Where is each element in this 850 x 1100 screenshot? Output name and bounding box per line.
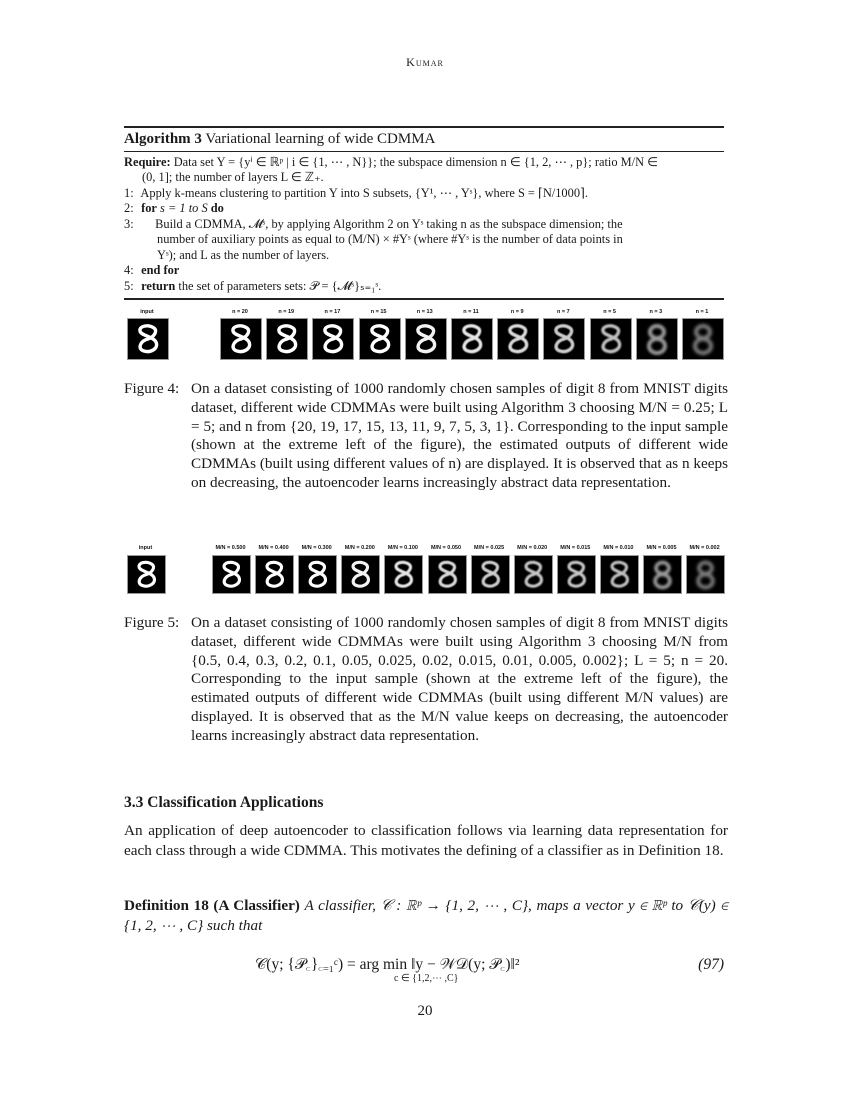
- tile-label: n = 1: [695, 309, 709, 315]
- tile-label: M/N = 0.100: [387, 545, 418, 551]
- digit-eight-icon: [558, 556, 595, 593]
- digit-eight-icon: [683, 319, 723, 359]
- digit-eight-icon: [128, 556, 165, 593]
- reconstructed-digit-image: [590, 318, 632, 360]
- reconstructed-digit-image: [312, 318, 354, 360]
- step-text: number of auxiliary points as equal to (M/N) × #Yˢ (where #Yˢ is the number of data points in: [157, 232, 623, 246]
- reconstructed-digit-image: [428, 555, 467, 594]
- tile-label: M/N = 0.010: [603, 545, 634, 551]
- input-digit-image: [127, 555, 166, 594]
- reconstructed-digit-image: [471, 555, 510, 594]
- digit-eight-icon: [406, 319, 446, 359]
- reconstructed-digit-image: [557, 555, 596, 594]
- digit-eight-icon: [601, 556, 638, 593]
- step-text: Yˢ); and L as the number of layers.: [157, 247, 330, 262]
- tile-label: input: [140, 309, 154, 315]
- reconstructed-digit-image: [384, 555, 423, 594]
- reconstructed-digit-image: [514, 555, 553, 594]
- algorithm-label: Algorithm 3: [124, 130, 202, 147]
- tile-label: M/N = 0.500: [215, 545, 246, 551]
- algorithm-step-3: [124, 217, 724, 233]
- algorithm-step-3-cont2: [124, 248, 724, 264]
- algorithm-step-1: [124, 186, 724, 202]
- step-text: the set of parameters sets: 𝒫 = {𝓜ˢ}ₛ₌₁ˢ.: [178, 278, 382, 293]
- step-keyword: for: [141, 201, 157, 215]
- digit-eight-icon: [299, 556, 336, 593]
- digit-eight-icon: [591, 319, 631, 359]
- reconstructed-digit-image: [298, 555, 337, 594]
- algorithm-require-cont: [124, 170, 724, 186]
- reconstructed-digit-image: [682, 318, 724, 360]
- section-heading: 3.3 Classification Applications: [124, 794, 324, 811]
- figure-4-caption-text: On a dataset consisting of 1000 randomly chosen samples of digit 8 from MNIST digits dataset, different wide CDMMAs were built using Algorithm 3 choosing M/N = 0.25; L = 5; and n from {20, 19, 17, 15, 13, 11, 9, 7, 5, 3, 1}. Corresponding to the input sample (shown at the extreme left of the figure), the estimated outputs of different wide CDMMAs (built using different values of n) are displayed. It is observed that as n keeps on decreasing, the autoencoder learns increasingly abstract data representation.: [191, 380, 728, 491]
- digit-eight-icon: [452, 319, 492, 359]
- reconstructed-digit-image: [543, 318, 585, 360]
- digit-eight-icon: [221, 319, 261, 359]
- tile-label: M/N = 0.300: [301, 545, 332, 551]
- algorithm-title: [124, 128, 724, 151]
- reconstructed-digit-image: [686, 555, 725, 594]
- tile-label: M/N = 0.020: [517, 545, 548, 551]
- reconstructed-digit-image: [212, 555, 251, 594]
- digit-eight-icon: [515, 556, 552, 593]
- step-text: s = 1 to S: [160, 201, 208, 215]
- tile-label: n = 19: [278, 309, 295, 315]
- reconstructed-digit-image: [497, 318, 539, 360]
- tile-label: M/N = 0.400: [258, 545, 289, 551]
- require-text-1: Data set Y = {yⁱ ∈ ℝᵖ | i ∈ {1, ⋯ , N}}; the subspace dimension n ∈ {1, 2, ⋯ , p}; ratio M/N ∈: [173, 154, 658, 169]
- reconstructed-digit-image: [636, 318, 678, 360]
- step-number: 1:: [124, 185, 134, 200]
- digit-eight-icon: [385, 556, 422, 593]
- digit-eight-icon: [644, 556, 681, 593]
- tile-label: n = 13: [416, 309, 433, 315]
- step-keyword: return: [141, 278, 176, 293]
- algorithm-name: Variational learning of wide CDMMA: [205, 130, 436, 147]
- tile-label: n = 17: [324, 309, 341, 315]
- digit-eight-icon: [267, 319, 307, 359]
- equation-number: (97): [698, 956, 724, 973]
- algorithm-step-3-cont: [124, 232, 724, 248]
- step-number: 3:: [124, 216, 134, 231]
- digit-eight-icon: [313, 319, 353, 359]
- algorithm-bottom-rule: [124, 298, 724, 300]
- algorithm-step-4: [124, 263, 724, 279]
- equation-subscript: c ∈ {1,2,⋯ ,C}: [394, 973, 459, 984]
- running-head: Kumar: [406, 55, 444, 69]
- definition-text: A classifier, 𝒞 : ℝᵖ → {1, 2, ⋯ , C}, maps a vector y ∈ ℝᵖ to 𝒞(y) ∈ {1, 2, ⋯ , C} such that: [124, 897, 729, 934]
- tile-label: n = 3: [649, 309, 663, 315]
- digit-eight-icon: [637, 319, 677, 359]
- reconstructed-digit-image: [255, 555, 294, 594]
- tile-label: n = 7: [557, 309, 570, 315]
- tile-label: input: [138, 545, 153, 551]
- algorithm-require: [124, 155, 724, 171]
- figure-4-caption: [124, 380, 728, 493]
- reconstructed-digit-image: [341, 555, 380, 594]
- step-text: Apply k-means clustering to partition Y into S subsets, {Y¹, ⋯ , Yˢ}, where S = ⌈N/1000⌉.: [140, 185, 588, 200]
- digit-eight-icon: [128, 319, 168, 359]
- reconstructed-digit-image: [359, 318, 401, 360]
- tile-label: M/N = 0.025: [474, 545, 505, 551]
- tile-label: M/N = 0.015: [560, 545, 591, 551]
- digit-eight-icon: [342, 556, 379, 593]
- digit-eight-icon: [256, 556, 293, 593]
- reconstructed-digit-image: [266, 318, 308, 360]
- figure-5-image-strip: [124, 545, 724, 595]
- digit-eight-icon: [544, 319, 584, 359]
- step-number: 2:: [124, 201, 134, 215]
- figure-4-image-strip: [124, 309, 724, 361]
- page-number: 20: [417, 1003, 433, 1019]
- reconstructed-digit-image: [220, 318, 262, 360]
- tile-label: n = 9: [510, 309, 524, 315]
- digit-eight-icon: [472, 556, 509, 593]
- require-text-2: (0, 1]; the number of layers L ∈ ℤ₊.: [142, 170, 324, 184]
- input-digit-image: [127, 318, 169, 360]
- step-number: 5:: [124, 278, 134, 293]
- step-keyword: end for: [141, 263, 180, 277]
- figure-5-caption: [124, 614, 728, 746]
- tile-label: n = 20: [232, 309, 248, 315]
- figure-5-caption-text: On a dataset consisting of 1000 randomly chosen samples of digit 8 from MNIST digits dataset, different wide CDMMAs were built using Algorithm 3 choosing M/N from {0.5, 0.4, 0.3, 0.2, 0.1, 0.05, 0.025, 0.02, 0.015, 0.01, 0.005, 0.002}; L = 5; n = 20. Corresponding to the input sample (shown at the extreme left of the figure), the estimated outputs of different wide CDMMAs (built using different M/N values) are displayed. It is observed that as the M/N value keeps on decreasing, the autoencoder learns increasingly abstract data representation.: [191, 614, 728, 744]
- reconstructed-digit-image: [600, 555, 639, 594]
- reconstructed-digit-image: [451, 318, 493, 360]
- digit-eight-icon: [687, 556, 724, 593]
- figure-4-label: Figure 4:: [124, 380, 180, 397]
- tile-label: n = 5: [603, 309, 616, 315]
- require-keyword: Require:: [124, 154, 171, 169]
- figure-5-label: Figure 5:: [124, 614, 180, 631]
- tile-label: M/N = 0.005: [646, 545, 677, 551]
- digit-eight-icon: [360, 319, 400, 359]
- step-text: Build a CDMMA, 𝓜ˢ, by applying Algorithm 2 on Yˢ taking n as the subspace dimension; the: [155, 216, 623, 231]
- tile-label: n = 11: [463, 309, 479, 315]
- digit-eight-icon: [429, 556, 466, 593]
- reconstructed-digit-image: [643, 555, 682, 594]
- algorithm-box: [124, 126, 724, 300]
- digit-eight-icon: [213, 556, 250, 593]
- algorithm-step-2: [124, 201, 724, 217]
- definition-18: [124, 896, 728, 935]
- tile-label: n = 15: [370, 309, 387, 315]
- tile-label: M/N = 0.200: [344, 545, 375, 551]
- section-paragraph: An application of deep autoencoder to classification follows via learning data representation for each class through a wide CDMMA. This motivates the defining of a classifier as in Definition 18.: [124, 822, 728, 859]
- definition-label: Definition 18 (A Classifier): [124, 897, 300, 914]
- step-keyword: do: [210, 201, 224, 215]
- algorithm-body: [124, 152, 724, 299]
- tile-label: M/N = 0.050: [430, 545, 462, 551]
- algorithm-step-5: [124, 279, 724, 295]
- step-number: 4:: [124, 263, 134, 277]
- equation-body: 𝒞(y; {𝒫꜀}꜀₌₁ᶜ) = arg min ‖y − 𝒲𝒟(y; 𝒫꜀)‖²: [255, 956, 520, 973]
- equation-97: [124, 952, 728, 992]
- tile-label: M/N = 0.002: [689, 545, 720, 551]
- digit-eight-icon: [498, 319, 538, 359]
- reconstructed-digit-image: [405, 318, 447, 360]
